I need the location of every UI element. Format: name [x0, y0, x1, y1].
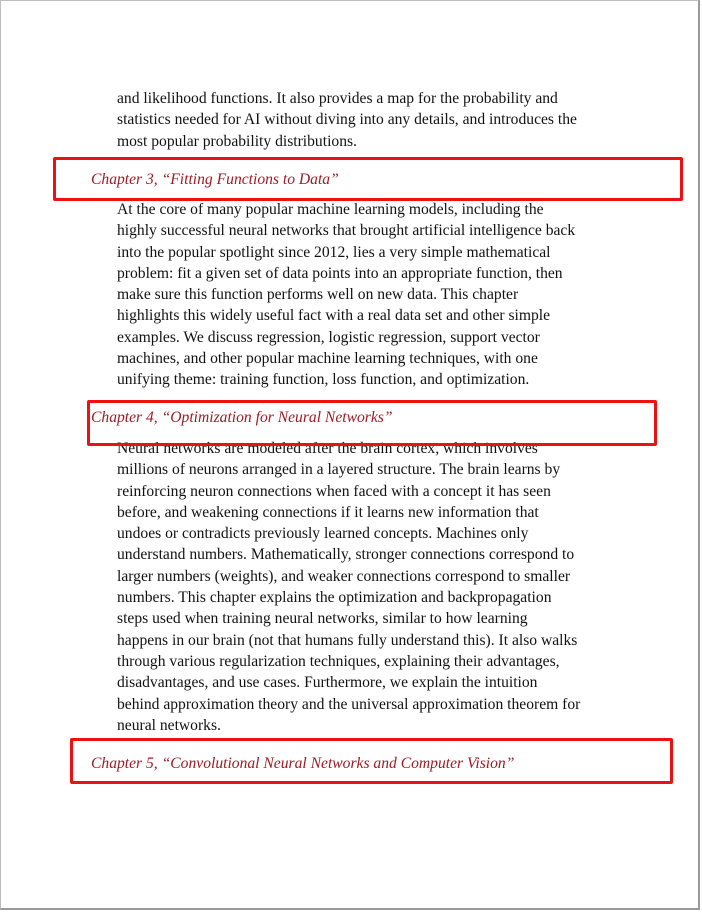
intro-paragraph: and likelihood functions. It also provides a map for the probability and statistics needed for AI without diving into any details, and introduces the most popular probability distributions. [117, 90, 577, 150]
chapter-3-heading: Chapter 3, “Fitting Functions to Data” [91, 171, 339, 188]
chapter-4-heading: Chapter 4, “Optimization for Neural Networks” [91, 409, 393, 426]
chapter-4-body: Neural networks are modeled after the brain cortex, which involves millions of neurons arranged in a layered structure. The brain learns by reinforcing neuron connections when faced with a concept it has seen before, and weakening connections if it learns new information that undoes or contradicts previously learned concepts. Machines only understand numbers. Mathematically, stronger connections correspond to larger numbers (weights), and weaker connections correspond to smaller numbers. This chapter explains the optimization and backpropagation steps used when training neural networks, similar to how learning happens in our brain (not that humans fully understand this). It also walks through various regularization techniques, explaining their advantages, disadvantages, and use cases. Furthermore, we explain the intuition behind approximation theory and the universal approximation theorem for neural networks. [117, 440, 581, 734]
chapter-5-heading: Chapter 5, “Convolutional Neural Networks and Computer Vision” [91, 755, 515, 772]
chapter-3-body: At the core of many popular machine learning models, including the highly successful neural networks that brought artificial intelligence back into the popular spotlight since 2012, lies a very simple mathematical problem: fit a given set of data points into an appropriate function, then make sure this function performs well on new data. This chapter highlights this widely useful fact with a real data set and other simple examples. We discuss regression, logistic regression, support vector machines, and other popular machine learning techniques, with one unifying theme: training function, loss function, and optimization. [117, 201, 576, 389]
